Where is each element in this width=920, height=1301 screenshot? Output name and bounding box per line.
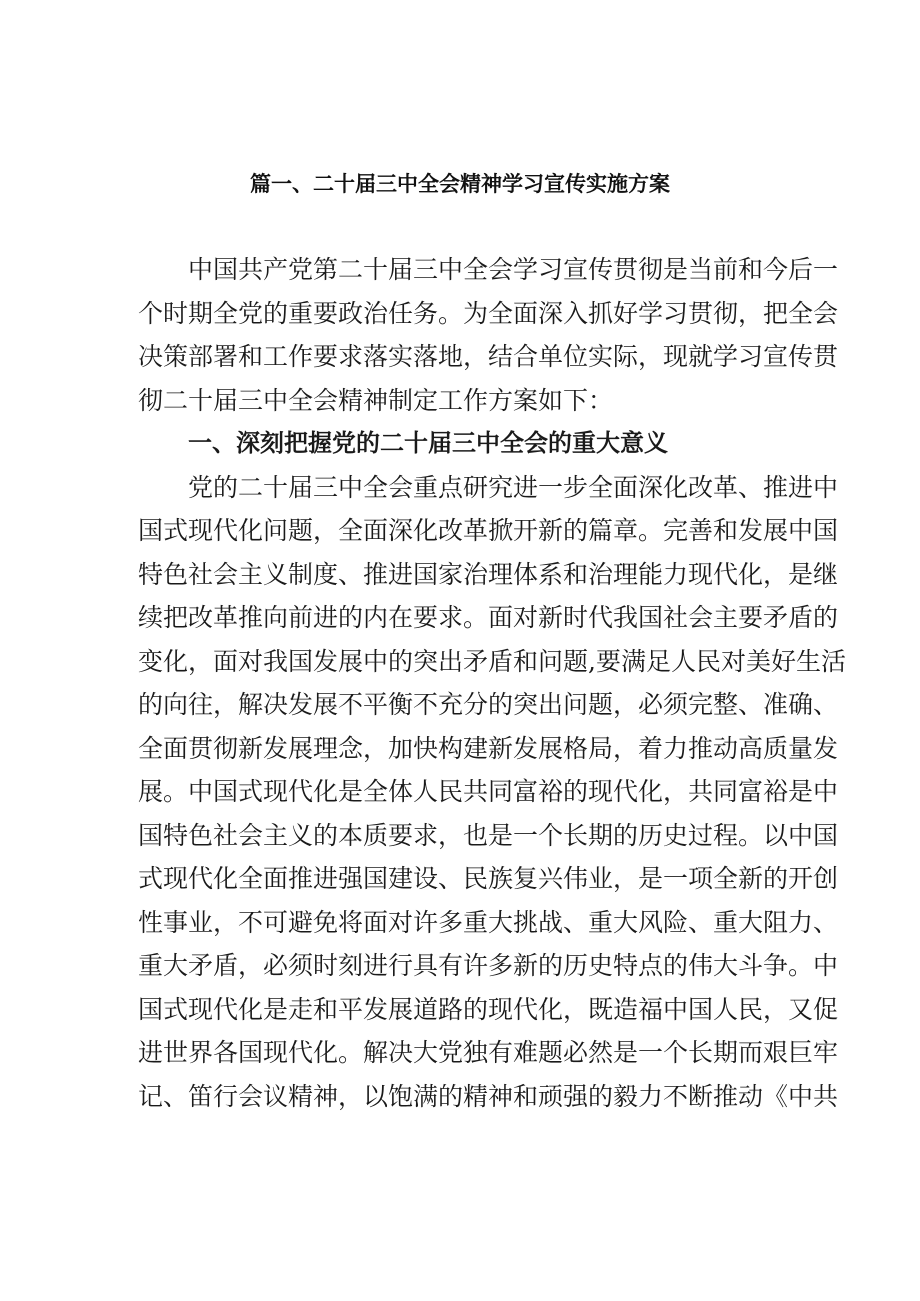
paragraph-line: 国式现代化问题，全面深化改革掀开新的篇章。完善和发展中国 [138, 516, 839, 545]
paragraph-line: 重大矛盾，必须时刻进行具有许多新的历史特点的伟大斗争。中 [138, 951, 839, 980]
paragraph-line: 个时期全党的重要政治任务。为全面深入抓好学习贯彻，把全会 [138, 298, 839, 328]
paragraph-line: 中国共产党第二十届三中全会学习宣传贯彻是当前和今后一 [188, 255, 839, 284]
section-heading-text: 一、深刻把握党的二十届三中全会的重大意义 [188, 429, 668, 457]
section-heading [188, 422, 788, 466]
paragraph-line: 决策部署和工作要求落实落地，结合单位实际，现就学习宣传贯 [138, 342, 839, 371]
paragraph-line: 的向往，解决发展不平衡不充分的突出问题，必须完整、准确、 [138, 690, 839, 719]
document-title: 篇一、二十届三中全会精神学习宣传实施方案 [250, 172, 670, 196]
paragraph-line: 国特色社会主义的本质要求，也是一个长期的历史过程。以中国 [138, 820, 839, 850]
paragraph-line: 式现代化全面推进强国建设、民族复兴伟业，是一项全新的开创 [138, 864, 839, 893]
paragraph-line: 进世界各国现代化。解决大党独有难题必然是一个长期而艰巨牢 [138, 1038, 839, 1067]
paragraph-line: 党的二十届三中全会重点研究进一步全面深化改革、推进中 [188, 472, 839, 502]
paragraph-line: 国式现代化是走和平发展道路的现代化，既造福中国人民，又促 [138, 994, 839, 1024]
paragraph-line: 全面贯彻新发展理念，加快构建新发展格局，着力推动高质量发 [138, 733, 839, 763]
paragraph-line: 彻二十届三中全会精神制定工作方案如下： [138, 385, 614, 415]
paragraph-line: 续把改革推向前进的内在要求。面对新时代我国社会主要矛盾的 [138, 603, 839, 632]
paragraph-line: 特色社会主义制度、推进国家治理体系和治理能力现代化，是继 [138, 559, 839, 589]
paragraph-line: 变化，面对我国发展中的突出矛盾和问题,要满足人民对美好生活 [138, 646, 846, 676]
paragraph-line: 性事业，不可避免将面对许多重大挑战、重大风险、重大阻力、 [138, 907, 839, 937]
section-paragraph [138, 466, 846, 1119]
intro-paragraph [138, 248, 839, 422]
paragraph-line: 展。中国式现代化是全体人民共同富裕的现代化，共同富裕是中 [138, 777, 839, 806]
paragraph-line: 记、笛行会议精神，以饱满的精神和顽强的毅力不断推动《中共 [138, 1081, 839, 1111]
